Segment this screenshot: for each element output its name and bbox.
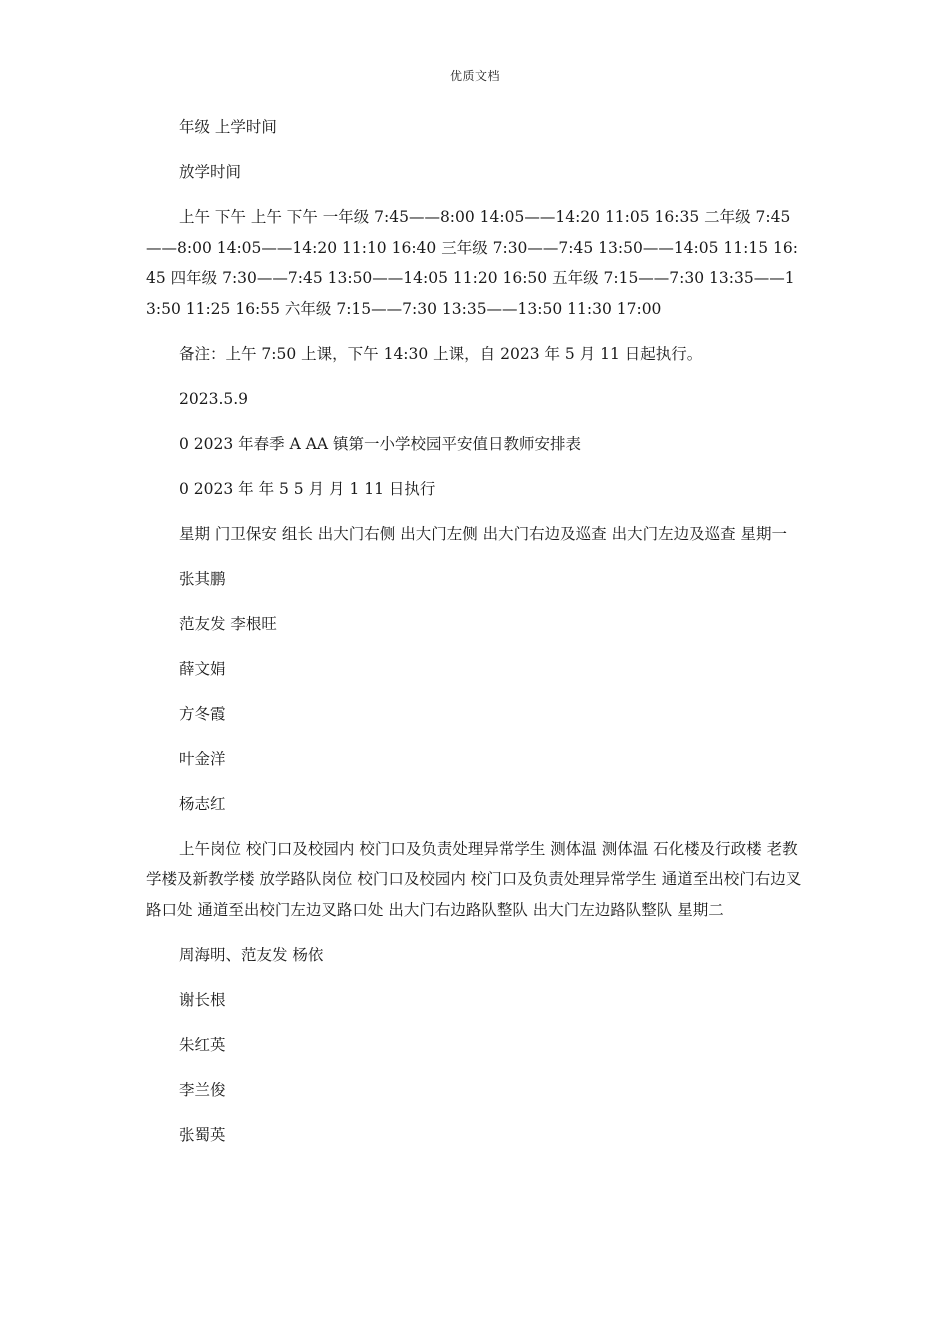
- paragraph-duty-posts: 上午岗位 校门口及校园内 校门口及负责处理异常学生 测体温 测体温 石化楼及行政楼 老教学楼及新教学楼 放学路队岗位 校门口及校园内 校门口及负责处理异常学生 通道至出校门右边叉路口处 通道至出校门左边叉路口处 出大门右边路队整队 出大门左边路队整队 星期二: [146, 839, 802, 919]
- paragraph-name: 周海明、范友发 杨依: [179, 945, 324, 964]
- paragraph-name: 叶金洋: [179, 749, 226, 768]
- page-header: 优质文档: [449, 69, 500, 83]
- paragraph-schedule-table: 上午 下午 上午 下午 一年级 7:45——8:00 14:05——14:20 11:05 16:35 二年级 7:45——8:00 14:05——14:20 11:10 16:40 三年级 7:30——7:45 13:50——14:05 11:15 16:45 四年级 7:30——7:45 13:50——14:05 11:20 16:50 五年级 7:15——7:30 13:35——13:50 11:25 16:55 六年级 7:15——7:30 13:35——13:50 11:30 17:00: [146, 208, 798, 318]
- paragraph-remark: 备注：上午 7:50 上课，下午 14:30 上课，自 2023 年 5 月 11 日起执行。: [179, 344, 703, 363]
- paragraph-dismissal-time: 放学时间: [179, 163, 242, 181]
- paragraph-name: 范友发 李根旺: [179, 614, 277, 633]
- paragraph-name: 张蜀英: [179, 1125, 226, 1144]
- paragraph-name: 杨志红: [179, 794, 226, 813]
- paragraph-name: 李兰俊: [179, 1080, 226, 1099]
- paragraph-name: 方冬霞: [179, 704, 226, 723]
- paragraph-grade-start-time: 年级 上学时间: [179, 118, 277, 136]
- paragraph-duty-title: 0 2023 年春季 A AA 镇第一小学校园平安值日教师安排表: [179, 434, 582, 453]
- paragraph-duty-columns: 星期 门卫保安 组长 出大门右侧 出大门左侧 出大门右边及巡查 出大门左边及巡查 星期一: [179, 524, 787, 543]
- paragraph-effective-date: 0 2023 年 年 5 5 月 月 1 11 日执行: [179, 479, 436, 498]
- paragraph-name: 张其鹏: [179, 569, 226, 588]
- paragraph-date: 2023.5.9: [179, 389, 249, 408]
- paragraph-name: 薛文娟: [179, 659, 226, 678]
- paragraph-name: 谢长根: [179, 990, 226, 1009]
- document-body: [146, 112, 806, 1165]
- paragraph-name: 朱红英: [179, 1035, 226, 1054]
